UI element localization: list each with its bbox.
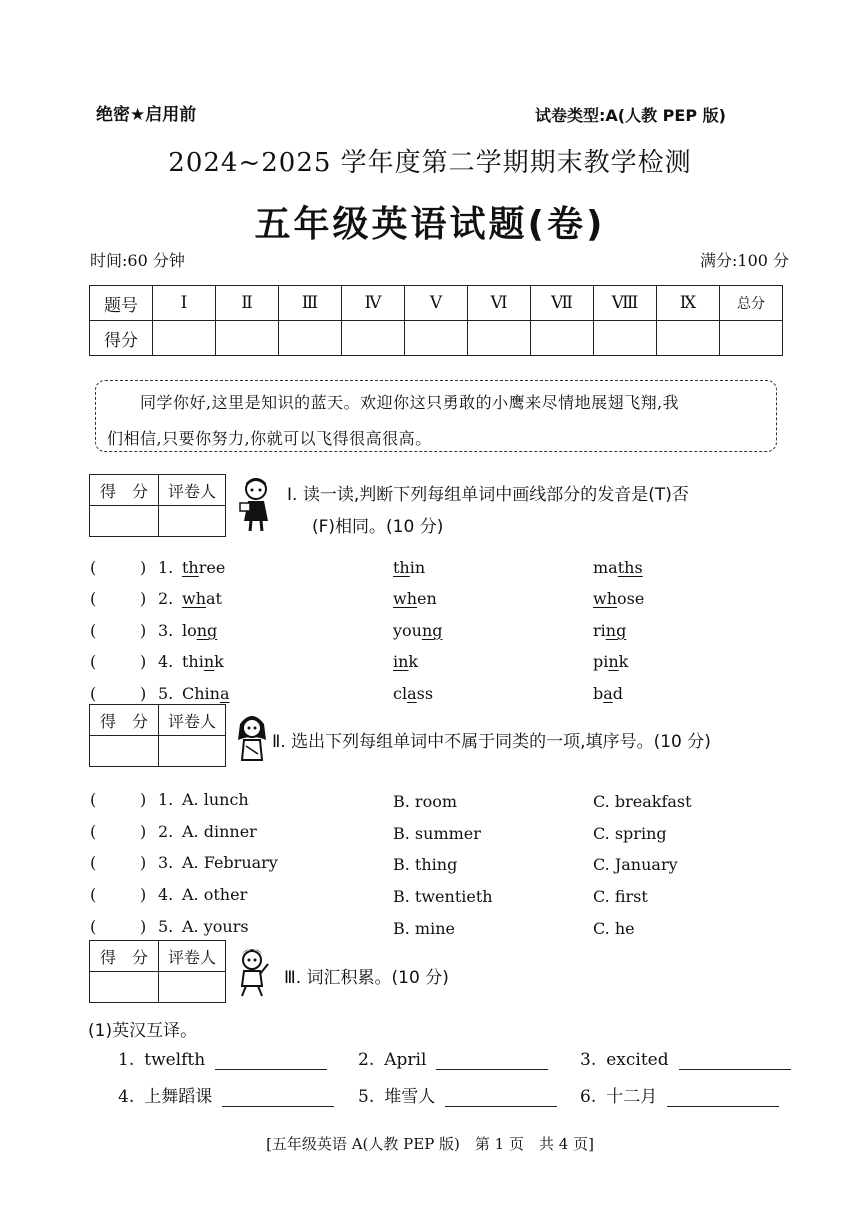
item-number: 4. xyxy=(158,885,174,904)
section-2-title: Ⅱ. 选出下列每组单词中不属于同类的一项,填序号。(10 分) xyxy=(272,732,711,752)
choice-b: B. twentieth xyxy=(393,887,493,906)
vocab-word: 堆雪人 xyxy=(384,1087,436,1107)
vocab-word: twelfth xyxy=(144,1050,206,1070)
answer-blank[interactable] xyxy=(679,1051,791,1070)
answer-blank[interactable] xyxy=(445,1088,557,1107)
vocab-item xyxy=(358,1082,557,1107)
answer-paren-close: ) xyxy=(140,589,147,608)
score-cell[interactable] xyxy=(216,321,279,356)
word-option xyxy=(593,621,626,640)
section-1-title-cont: (F)相同。(10 分) xyxy=(312,517,444,537)
choice-b: B. thing xyxy=(393,855,458,874)
word-underlined-part: th xyxy=(182,558,199,577)
word-option xyxy=(593,652,628,671)
choice-c: C. breakfast xyxy=(593,792,692,811)
score-table-score-row xyxy=(90,321,783,356)
item-number: 3. xyxy=(158,621,174,640)
word-suffix: k xyxy=(408,652,419,671)
answer-blank[interactable] xyxy=(222,1088,334,1107)
word-option xyxy=(593,589,644,608)
score-cell[interactable] xyxy=(657,321,720,356)
word-underlined-part: a xyxy=(407,684,417,703)
word-option xyxy=(593,684,623,703)
grader-score-label: 得 分 xyxy=(90,475,159,506)
item-number: 1. xyxy=(158,558,174,577)
grader-score-label: 得 分 xyxy=(90,705,159,736)
word-suffix: d xyxy=(612,684,624,703)
word-option xyxy=(182,652,224,671)
choice-c: C. he xyxy=(593,919,635,938)
word-underlined-part: th xyxy=(393,558,410,577)
answer-paren-close: ) xyxy=(140,790,147,809)
word-underlined-part: n xyxy=(203,652,215,671)
item-number: 5. xyxy=(158,684,174,703)
item-number: 3. xyxy=(158,853,174,872)
answer-paren-close: ) xyxy=(140,885,147,904)
choice-a: A. dinner xyxy=(182,822,257,841)
word-prefix: Chin xyxy=(182,684,220,703)
vocab-word: excited xyxy=(606,1050,669,1070)
word-option xyxy=(182,558,225,577)
choice-c: C. January xyxy=(593,855,678,874)
word-underlined-part: ng xyxy=(605,621,627,640)
girl-thinking-icon xyxy=(232,710,272,762)
item-number: 5. xyxy=(358,1087,375,1107)
grader-box-3 xyxy=(89,940,226,1003)
grader-score-cell[interactable] xyxy=(90,506,159,537)
word-option xyxy=(182,589,222,608)
word-underlined-part: ths xyxy=(617,558,643,577)
score-cell[interactable] xyxy=(594,321,657,356)
item-number: 1. xyxy=(118,1050,135,1070)
paper-type: 试卷类型:A(人教 PEP 版) xyxy=(535,106,726,125)
word-underlined-part: ng xyxy=(196,621,218,640)
score-col-8: Ⅷ xyxy=(594,286,657,321)
word-prefix: ma xyxy=(593,558,618,577)
word-prefix: b xyxy=(593,684,604,703)
word-option xyxy=(393,558,425,577)
answer-paren-close: ) xyxy=(140,684,147,703)
vocab-word: 十二月 xyxy=(606,1087,658,1107)
question-number-label: 题号 xyxy=(90,286,153,321)
choice-b: B. mine xyxy=(393,919,455,938)
word-underlined-part: a xyxy=(603,684,613,703)
choice-a: A. February xyxy=(182,853,278,872)
answer-blank[interactable] xyxy=(215,1051,327,1070)
word-option xyxy=(393,652,418,671)
section-1-title: Ⅰ. 读一读,判断下列每组单词中画线部分的发音是(T)否 xyxy=(287,485,689,505)
word-underlined-part: wh xyxy=(593,589,617,608)
boy-waving-icon xyxy=(232,944,272,998)
vocab-item xyxy=(358,1050,548,1070)
grader-score-label: 得 分 xyxy=(90,941,159,972)
answer-paren-close: ) xyxy=(140,652,147,671)
word-prefix: cl xyxy=(393,684,408,703)
word-underlined-part: in xyxy=(393,652,409,671)
word-underlined-part: ng xyxy=(421,621,443,640)
grader-reviewer-label: 评卷人 xyxy=(159,705,226,736)
score-table xyxy=(89,285,783,356)
greeting-line-1: 同学你好,这里是知识的蓝天。欢迎你这只勇敢的小鹰来尽情地展翅飞翔,我 xyxy=(140,393,680,412)
section-3-subtitle: (1)英汉互译。 xyxy=(88,1021,198,1041)
item-number: 4. xyxy=(158,652,174,671)
choice-c: C. first xyxy=(593,887,648,906)
choice-b: B. room xyxy=(393,792,458,811)
grader-reviewer-label: 评卷人 xyxy=(159,941,226,972)
answer-paren-close: ) xyxy=(140,621,147,640)
vocab-word: April xyxy=(384,1050,427,1070)
grader-score-cell[interactable] xyxy=(90,972,159,1003)
answer-paren-open[interactable]: ( xyxy=(90,684,97,703)
score-col-9: Ⅸ xyxy=(657,286,720,321)
item-number: 1. xyxy=(158,790,174,809)
score-cell[interactable] xyxy=(468,321,531,356)
score-table-header-row xyxy=(90,286,783,321)
word-suffix: en xyxy=(417,589,437,608)
word-option xyxy=(182,621,217,640)
grader-reviewer-cell[interactable] xyxy=(159,506,226,537)
vocab-item xyxy=(580,1082,779,1107)
page-footer: [五年级英语 A(人教 PEP 版) 第 1 页 共 4 页] xyxy=(266,1135,594,1153)
word-prefix: you xyxy=(393,621,422,640)
vocab-word: 上舞蹈课 xyxy=(144,1087,213,1107)
score-col-6: Ⅵ xyxy=(468,286,531,321)
score-cell[interactable] xyxy=(342,321,405,356)
item-number: 6. xyxy=(580,1087,597,1107)
word-suffix: k xyxy=(214,652,224,671)
choice-c: C. spring xyxy=(593,824,667,843)
item-number: 2. xyxy=(358,1050,375,1070)
choice-a: A. lunch xyxy=(182,790,249,809)
word-suffix: ose xyxy=(617,589,645,608)
word-underlined-part: wh xyxy=(182,589,206,608)
word-underlined-part: n xyxy=(608,652,619,671)
confidential-label: 绝密★启用前 xyxy=(96,105,197,125)
word-underlined-part: wh xyxy=(393,589,417,608)
word-underlined-part: a xyxy=(219,684,230,703)
vocab-item xyxy=(118,1082,334,1107)
answer-blank[interactable] xyxy=(436,1051,548,1070)
score-cell[interactable] xyxy=(153,321,216,356)
vocab-item xyxy=(580,1050,791,1070)
answer-paren-open[interactable]: ( xyxy=(90,885,97,904)
grader-reviewer-cell[interactable] xyxy=(159,736,226,767)
choice-b: B. summer xyxy=(393,824,481,843)
word-option xyxy=(393,684,433,703)
word-option xyxy=(593,558,643,577)
word-option xyxy=(393,621,443,640)
word-suffix: ss xyxy=(416,684,434,703)
grader-score-cell[interactable] xyxy=(90,736,159,767)
answer-paren-open[interactable]: ( xyxy=(90,621,97,640)
item-number: 3. xyxy=(580,1050,597,1070)
grader-reviewer-label: 评卷人 xyxy=(159,475,226,506)
grader-reviewer-cell[interactable] xyxy=(159,972,226,1003)
section-3-title: Ⅲ. 词汇积累。(10 分) xyxy=(284,968,449,988)
answer-blank[interactable] xyxy=(667,1088,779,1107)
item-number: 2. xyxy=(158,589,174,608)
word-option xyxy=(182,684,230,703)
word-option xyxy=(393,589,437,608)
score-col-4: Ⅳ xyxy=(342,286,405,321)
greeting-line-2: 们相信,只要你努力,你就可以飞得很高很高。 xyxy=(107,429,432,448)
answer-paren-close: ) xyxy=(140,917,147,936)
score-col-7: Ⅶ xyxy=(531,286,594,321)
score-col-5: Ⅴ xyxy=(405,286,468,321)
word-suffix: at xyxy=(206,589,222,608)
word-prefix: pi xyxy=(593,652,609,671)
word-prefix: thi xyxy=(182,652,204,671)
answer-paren-close: ) xyxy=(140,822,147,841)
choice-a: A. yours xyxy=(182,917,249,936)
answer-paren-open[interactable]: ( xyxy=(90,652,97,671)
vocab-item xyxy=(118,1050,327,1070)
word-suffix: ree xyxy=(198,558,226,577)
score-cell[interactable] xyxy=(405,321,468,356)
score-col-2: Ⅱ xyxy=(216,286,279,321)
score-cell[interactable] xyxy=(531,321,594,356)
exam-subtitle: 2024~2025 学年度第二学期期末教学检测 xyxy=(168,148,692,178)
word-prefix: lo xyxy=(182,621,197,640)
score-col-1: Ⅰ xyxy=(153,286,216,321)
total-score-cell[interactable] xyxy=(720,321,783,356)
word-prefix: ri xyxy=(593,621,606,640)
full-score: 满分:100 分 xyxy=(700,251,790,270)
word-suffix: k xyxy=(618,652,629,671)
answer-paren-open[interactable]: ( xyxy=(90,589,97,608)
score-label: 得分 xyxy=(90,321,153,356)
answer-paren-open[interactable]: ( xyxy=(90,853,97,872)
item-number: 2. xyxy=(158,822,174,841)
answer-paren-open[interactable]: ( xyxy=(90,917,97,936)
answer-paren-close: ) xyxy=(140,853,147,872)
score-cell[interactable] xyxy=(279,321,342,356)
grader-box-1 xyxy=(89,474,226,537)
answer-paren-open[interactable]: ( xyxy=(90,790,97,809)
word-suffix: in xyxy=(409,558,426,577)
answer-paren-open[interactable]: ( xyxy=(90,822,97,841)
answer-paren-close: ) xyxy=(140,558,147,577)
answer-paren-open[interactable]: ( xyxy=(90,558,97,577)
item-number: 5. xyxy=(158,917,174,936)
choice-a: A. other xyxy=(182,885,248,904)
girl-reading-icon xyxy=(236,475,276,533)
total-score-label: 总分 xyxy=(720,286,783,321)
score-col-3: Ⅲ xyxy=(279,286,342,321)
grader-box-2 xyxy=(89,704,226,767)
time-limit: 时间:60 分钟 xyxy=(90,251,185,270)
exam-title: 五年级英语试题(卷) xyxy=(254,204,606,245)
item-number: 4. xyxy=(118,1087,135,1107)
